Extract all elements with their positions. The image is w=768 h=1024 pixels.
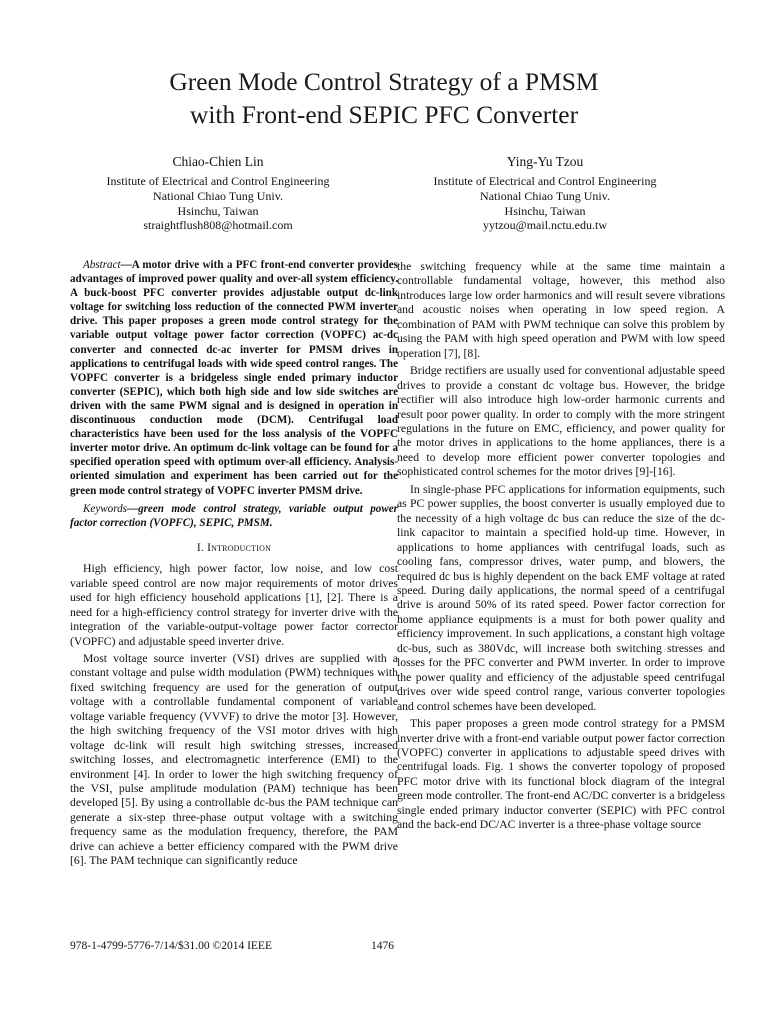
right-column: [397, 260, 725, 833]
paragraph: High efficiency, high power factor, low noise, and low cost variable speed control are now major requirements of motor drives used for high efficiency household applications [1], [2]. There is a need for a high-efficiency control strategy for inverter drive with the integration of the variable-output-voltage power factor corrector (VOPFC) and adjustable speed inverter drive.: [70, 562, 398, 648]
section-number: I.: [196, 541, 204, 554]
paragraph: In single-phase PFC applications for information equipments, such as PC power supplies, the boost converter is usually employed due to the necessity of a high voltage dc bus can reduce the size of the dc-link capacitor to maintain a specified hold-up time. However, in applications to home appliances with centrifugal loads, such as cooling fans, compressor drives, water pump, and blowers, the required dc bus is highly dependent on the back EMF voltage at rated speed. During daily applications, the normal speed of a centrifugal drive is around 50% of its rated speed. Power factor correction for home appliance equipments is a must for both power quality and efficiency improvement. In such applications, a constant high voltage dc-bus, such as 380Vdc, will increase both switching stresses and losses for the PFC converter and PWM inverter. In order to improve the power quality and efficiency of the adjustable speed centrifugal drives over wide speed control range, various converter topologies and control schemes have been developed.: [397, 482, 725, 713]
section-heading: [70, 541, 398, 555]
page-number: 1476: [371, 940, 394, 952]
footer-isbn: 978-1-4799-5776-7/14/$31.00 ©2014 IEEE: [70, 940, 272, 952]
keywords-text: —green mode control strategy, variable output power factor correction (VOPFC), SEPIC, PMSM.: [70, 502, 398, 529]
author-name: Ying-Yu Tzou: [506, 154, 584, 169]
author-university: National Chiao Tung Univ.: [480, 188, 610, 203]
title-line-1: Green Mode Control Strategy of a PMSM: [169, 67, 599, 96]
abstract-text: —A motor drive with a PFC front-end converter provides advantages of improved power quality and over-all system efficiency. A buck-boost PFC converter provides adjustable output dc-link voltage for switching loss reduction of the connected PWM inverter drive. This paper proposes a green mode control strategy for the variable output voltage power factor correction (VOPFC) ac-dc converter and connected dc-ac inverter for PMSM drives in applications to centrifugal loads with wide speed control ranges. The VOPFC converter is a bridgeless single ended primary inductor converter (SEPIC), which both high side and low side switches are driven with the same PWM signal and is designed in operation in discontinuous conduction mode (DCM). Centrifugal load characteristics have been used for the loss analysis of the VOPFC inverter motor drive. An optimum dc-link voltage can be found for a specified operation speed with optimum over-all efficiency. Analysis-oriented simulation and experiment has been carried out for the green mode control strategy of VOPFC inverter PMSM drive.: [70, 259, 398, 497]
paper-title: [0, 65, 768, 131]
section-title: Introduction: [207, 541, 272, 554]
author-location: Hsinchu, Taiwan: [504, 203, 586, 218]
author-block-2: [385, 154, 705, 233]
author-location: Hsinchu, Taiwan: [177, 203, 259, 218]
author-affiliation: Institute of Electrical and Control Engineering: [106, 174, 330, 188]
paragraph: Most voltage source inverter (VSI) drives are supplied with a constant voltage and pulse width modulation (PWM) techniques with fixed switching frequency are used for the generation of output voltage with a controllable fundamental component of variable voltage variable frequency (VVVF) to drive the motor [3]. However, the high switching frequency of the VSI motor drives with high voltage dc-link will result high switching stresses, increased switching losses, and electromagnetic interference (EMI) to the environment [4]. In order to lower the high switching frequency of the VSI, pulse amplitude modulation (PAM) technique has been developed [5]. By using a controllable dc-bus the PAM technique can generate a six-step three-phase output voltage with a switching frequency same as the modulation frequency, therefore, the PAM drive can achieve a better efficiency compared with the PWM drive [6]. The PAM technique can significantly reduce: [70, 651, 398, 868]
author-block-1: [58, 154, 378, 233]
abstract: [70, 258, 398, 498]
paragraph: Bridge rectifiers are usually used for conventional adjustable speed drives to provide a constant dc voltage bus. However, the bridge rectifier will also introduce high low-order harmonic currents and result poor power quality. In order to comply with the more stringent regulations in the future on EMC, efficiency, and power quality for the motor drives in applications to the home appliances, there is a need to develop more efficient power converter topologies and sophisticated control schemes for the motor drives [9]-[16].: [397, 364, 725, 479]
paragraph: the switching frequency while at the same time maintain a controllable fundamental voltage, however, this method also introduces large low order harmonics and will result severe vibrations and acoustic noises when operating in low speed region. A combination of PAM with PWM technique can solve this problem by using the PAM with high speed operation and PWM with low speed operation [7], [8].: [397, 260, 725, 360]
keywords: [70, 502, 398, 530]
author-email: straightflush808@hotmail.com: [143, 218, 293, 233]
paragraph: This paper proposes a green mode control strategy for a PMSM inverter drive with a front-end variable output power factor correction (VOPFC) converter in applications to adjustable speed drives with centrifugal loads. Fig. 1 shows the converter topology of proposed PFC motor drive with its functional block diagram of the integral green mode controller. The front-end AC/DC converter is a bridgeless single ended primary inductor converter (SEPIC) with PFC control and the back-end DC/AC inverter is a three-phase voltage source: [397, 717, 725, 832]
author-email: yytzou@mail.nctu.edu.tw: [482, 218, 608, 233]
keywords-label: Keywords: [83, 502, 127, 515]
left-column: [70, 258, 398, 869]
title-line-2: with Front-end SEPIC PFC Converter: [189, 100, 579, 129]
abstract-label: Abstract: [83, 259, 121, 271]
author-affiliation: Institute of Electrical and Control Engineering: [433, 174, 657, 188]
author-university: National Chiao Tung Univ.: [153, 188, 283, 203]
author-name: Chiao-Chien Lin: [172, 154, 264, 169]
